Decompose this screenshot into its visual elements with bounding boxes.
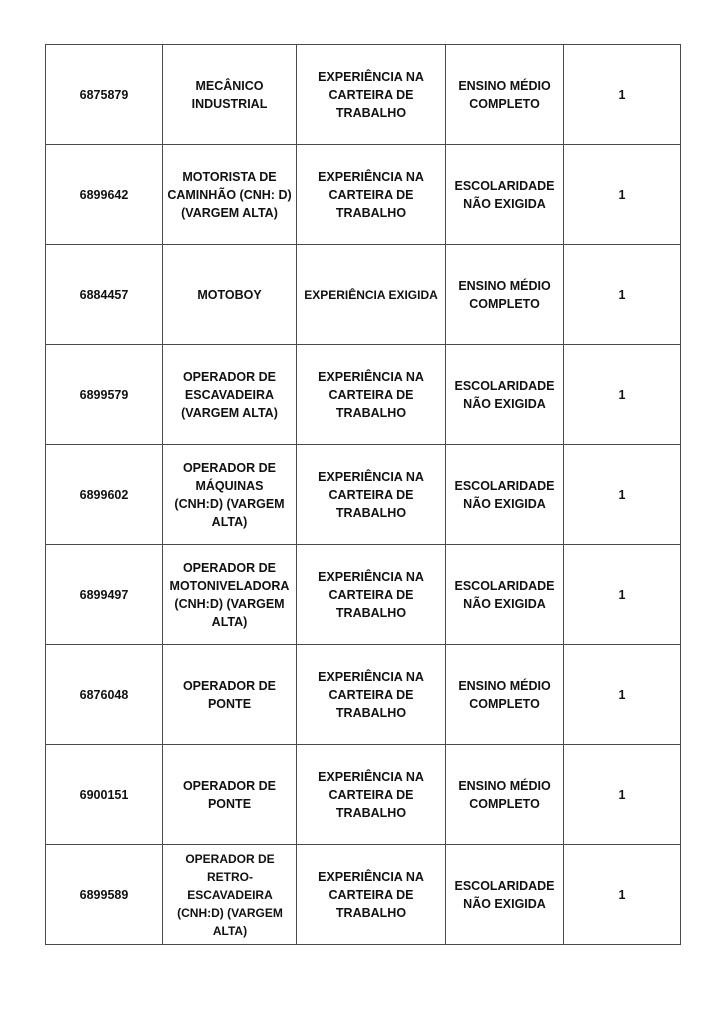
job-title-cell — [163, 745, 297, 845]
table-row — [46, 145, 681, 245]
job-title-cell — [163, 45, 297, 145]
experience-cell — [297, 345, 446, 445]
vacancy-code: 6899579 — [79, 387, 129, 402]
quantity-cell — [564, 245, 681, 345]
vacancy-code: 6900151 — [79, 787, 129, 802]
education-cell — [446, 845, 564, 945]
job-title: OPERADOR DE MOTONIVELADORA (CNH:D) (VARGEM ALTA) — [169, 560, 290, 629]
table-row — [46, 345, 681, 445]
education-cell — [446, 345, 564, 445]
education-requirement: ENSINO MÉDIO COMPLETO — [458, 778, 551, 811]
job-title: MOTORISTA DE CAMINHÃO (CNH: D) (VARGEM ALTA) — [167, 169, 292, 220]
vacancy-code: 6899642 — [79, 187, 129, 202]
experience-cell — [297, 445, 446, 545]
quantity-cell — [564, 645, 681, 745]
experience-requirement: EXPERIÊNCIA NA CARTEIRA DE TRABALHO — [318, 669, 424, 720]
vacancy-quantity: 1 — [618, 487, 626, 502]
education-cell — [446, 745, 564, 845]
vacancy-quantity: 1 — [618, 287, 626, 302]
experience-cell — [297, 245, 446, 345]
vacancy-code: 6899602 — [79, 487, 129, 502]
job-title: MECÂNICO INDUSTRIAL — [191, 78, 268, 111]
table-row — [46, 445, 681, 545]
vacancy-code: 6876048 — [79, 687, 129, 702]
experience-cell — [297, 745, 446, 845]
vacancy-quantity: 1 — [618, 887, 626, 902]
experience-cell — [297, 845, 446, 945]
job-title: OPERADOR DE MÁQUINAS (CNH:D) (VARGEM ALTA) — [174, 460, 285, 529]
table-row — [46, 645, 681, 745]
education-requirement: ESCOLARIDADE NÃO EXIGIDA — [454, 378, 555, 411]
job-title: MOTOBOY — [197, 287, 262, 302]
vacancy-quantity: 1 — [618, 87, 626, 102]
vacancy-code-cell — [46, 445, 163, 545]
job-title-cell — [163, 345, 297, 445]
vacancy-code: 6899497 — [79, 587, 129, 602]
experience-requirement: EXPERIÊNCIA NA CARTEIRA DE TRABALHO — [318, 769, 424, 820]
vacancy-code: 6884457 — [79, 287, 129, 302]
job-title-cell — [163, 245, 297, 345]
vacancy-code-cell — [46, 45, 163, 145]
experience-requirement: EXPERIÊNCIA NA CARTEIRA DE TRABALHO — [318, 169, 424, 220]
education-requirement: ESCOLARIDADE NÃO EXIGIDA — [454, 478, 555, 511]
experience-cell — [297, 645, 446, 745]
job-title-cell — [163, 145, 297, 245]
education-cell — [446, 245, 564, 345]
table-row — [46, 45, 681, 145]
experience-requirement: EXPERIÊNCIA NA CARTEIRA DE TRABALHO — [318, 869, 424, 920]
job-vacancies-table — [45, 44, 681, 945]
vacancy-quantity: 1 — [618, 787, 626, 802]
vacancy-code-cell — [46, 645, 163, 745]
education-cell — [446, 45, 564, 145]
experience-cell — [297, 545, 446, 645]
education-cell — [446, 445, 564, 545]
vacancy-quantity: 1 — [618, 187, 626, 202]
job-title: OPERADOR DE PONTE — [182, 778, 277, 811]
vacancy-code-cell — [46, 345, 163, 445]
quantity-cell — [564, 845, 681, 945]
table-row — [46, 245, 681, 345]
quantity-cell — [564, 345, 681, 445]
vacancy-code-cell — [46, 145, 163, 245]
table-row — [46, 845, 681, 945]
job-title: OPERADOR DE PONTE — [182, 678, 277, 711]
education-requirement: ENSINO MÉDIO COMPLETO — [458, 678, 551, 711]
experience-requirement: EXPERIÊNCIA NA CARTEIRA DE TRABALHO — [318, 569, 424, 620]
table-row — [46, 745, 681, 845]
quantity-cell — [564, 145, 681, 245]
education-requirement: ENSINO MÉDIO COMPLETO — [458, 278, 551, 311]
job-title-cell — [163, 545, 297, 645]
experience-requirement: EXPERIÊNCIA NA CARTEIRA DE TRABALHO — [318, 369, 424, 420]
experience-requirement: EXPERIÊNCIA NA CARTEIRA DE TRABALHO — [318, 469, 424, 520]
job-title-cell — [163, 845, 297, 945]
vacancy-code: 6875879 — [79, 87, 129, 102]
vacancy-code-cell — [46, 545, 163, 645]
vacancy-quantity: 1 — [618, 687, 626, 702]
quantity-cell — [564, 45, 681, 145]
quantity-cell — [564, 545, 681, 645]
vacancy-code-cell — [46, 745, 163, 845]
quantity-cell — [564, 445, 681, 545]
vacancy-quantity: 1 — [618, 387, 626, 402]
job-title: OPERADOR DE ESCAVADEIRA (VARGEM ALTA) — [181, 369, 278, 420]
vacancy-code-cell — [46, 845, 163, 945]
education-requirement: ENSINO MÉDIO COMPLETO — [458, 78, 551, 111]
education-requirement: ESCOLARIDADE NÃO EXIGIDA — [454, 578, 555, 611]
experience-cell — [297, 145, 446, 245]
table-row — [46, 545, 681, 645]
vacancy-code-cell — [46, 245, 163, 345]
job-title-cell — [163, 645, 297, 745]
education-requirement: ESCOLARIDADE NÃO EXIGIDA — [454, 178, 555, 211]
education-requirement: ESCOLARIDADE NÃO EXIGIDA — [454, 878, 555, 911]
job-title: OPERADOR DE RETRO-ESCAVADEIRA (CNH:D) (VARGEM ALTA) — [177, 851, 283, 938]
quantity-cell — [564, 745, 681, 845]
experience-requirement: EXPERIÊNCIA NA CARTEIRA DE TRABALHO — [318, 69, 424, 120]
experience-requirement: EXPERIÊNCIA EXIGIDA — [304, 287, 438, 302]
education-cell — [446, 545, 564, 645]
experience-cell — [297, 45, 446, 145]
education-cell — [446, 645, 564, 745]
vacancy-code: 6899589 — [79, 887, 129, 902]
job-title-cell — [163, 445, 297, 545]
vacancy-quantity: 1 — [618, 587, 626, 602]
education-cell — [446, 145, 564, 245]
